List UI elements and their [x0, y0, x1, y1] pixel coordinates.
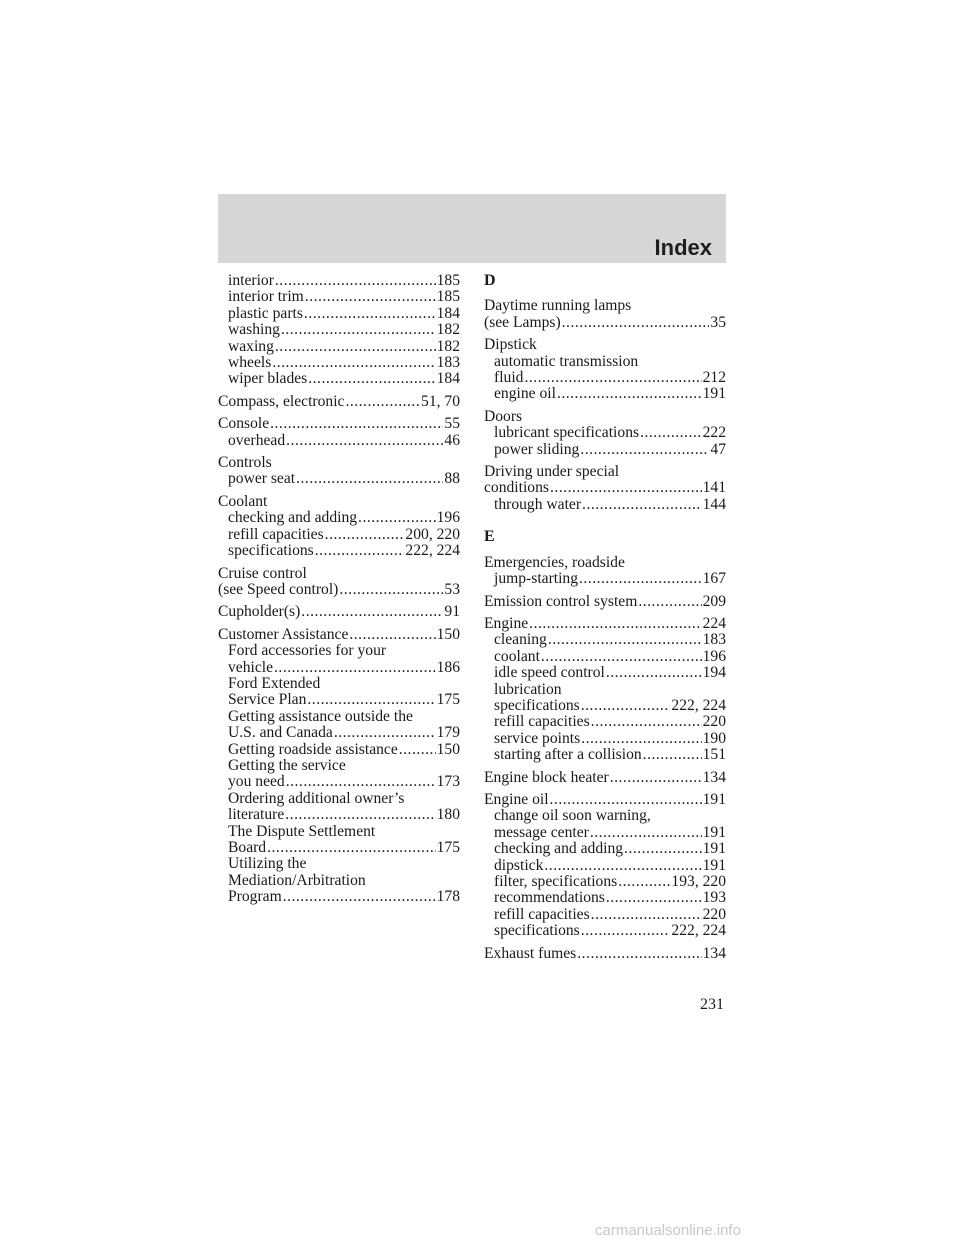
index-entry-page: 222, 224: [671, 922, 726, 940]
index-entry: [218, 455, 460, 471]
dot-leader: [315, 543, 405, 559]
index-entry: [218, 306, 460, 322]
dot-leader: [339, 582, 443, 598]
index-entry-page: 196: [702, 647, 726, 665]
index-entry-page: 51, 70: [421, 392, 460, 410]
dot-leader: [541, 649, 702, 665]
index-entry-page: 222, 224: [671, 696, 726, 714]
index-entry-term: literature: [228, 806, 285, 824]
dot-leader: [591, 714, 702, 730]
dot-leader: [286, 774, 436, 790]
index-entry: [218, 840, 460, 856]
index-entry-page: 180: [436, 806, 460, 824]
index-entry-page: 175: [436, 839, 460, 856]
index-entry-term: U.S. and Canada: [228, 724, 333, 742]
dot-leader: [267, 840, 436, 856]
dot-leader: [606, 890, 702, 906]
index-entry-term: recommendations: [494, 889, 605, 907]
dot-leader: [643, 747, 702, 763]
dot-leader: [305, 289, 436, 305]
dot-leader: [283, 889, 436, 905]
index-entry: [218, 758, 460, 774]
index-entry: [484, 442, 726, 458]
index-entry: [218, 433, 460, 449]
index-entry-page: 224: [702, 614, 726, 632]
index-entry: [484, 594, 726, 610]
index-entry-term: idle speed control: [494, 664, 605, 682]
index-entry-term: (see Lamps): [484, 313, 561, 331]
index-entry-page: 222: [702, 424, 726, 442]
watermark: carmanualsonline.info: [595, 1222, 741, 1239]
index-entry: [218, 289, 460, 305]
index-column-right: [484, 273, 726, 962]
index-entry-page: 182: [436, 321, 460, 339]
index-entry-term: specifications: [494, 696, 580, 714]
index-entry: [484, 632, 726, 648]
index-entry: [484, 714, 726, 730]
dot-leader: [334, 725, 436, 741]
index-entry-term: Dipstick: [484, 336, 537, 354]
index-entry: [218, 774, 460, 790]
dot-leader: [307, 692, 435, 708]
index-entry-term: starting after a collision: [494, 746, 642, 764]
dot-leader: [345, 394, 420, 410]
index-entry-term: through water: [494, 495, 582, 513]
dot-leader: [548, 632, 702, 648]
dot-leader: [325, 527, 405, 543]
index-entry-term: wheels: [228, 354, 272, 372]
index-entry-page: 151: [702, 746, 726, 764]
index-entry: [218, 543, 460, 559]
index-entry: [484, 890, 726, 906]
index-entry-term: automatic transmission: [494, 352, 639, 370]
index-entry-page: 184: [436, 370, 460, 388]
index-entry: [218, 494, 460, 510]
index-entry-term: refill capacities: [494, 905, 590, 923]
index-entry: [484, 665, 726, 681]
index-entry: [484, 792, 726, 808]
dot-leader: [577, 946, 701, 962]
dot-leader: [301, 604, 443, 620]
dot-leader: [550, 792, 702, 808]
dot-leader: [579, 571, 702, 587]
index-entry-term: filter, specifications: [494, 873, 618, 890]
index-letter-heading: E: [484, 528, 495, 546]
section-header-band: [218, 194, 726, 263]
index-entry-page: 141: [702, 479, 726, 497]
index-entry-page: 220: [702, 713, 726, 731]
index-entry-page: 183: [702, 631, 726, 649]
index-entry: [218, 627, 460, 643]
dot-leader: [274, 660, 436, 676]
index-entry: [484, 841, 726, 857]
index-entry-term: Getting assistance outside the: [228, 707, 413, 725]
index-entry-page: 191: [702, 840, 726, 858]
index-entry-term: wiper blades: [228, 370, 308, 388]
index-entry: [484, 425, 726, 441]
index-entry-term: Service Plan: [228, 691, 307, 709]
section-title: Index: [654, 235, 712, 260]
index-entry-term: Board: [228, 839, 267, 856]
index-entry-term: specifications: [228, 542, 314, 560]
index-entry-page: 183: [436, 354, 460, 372]
index-entry: [218, 510, 460, 526]
index-entry: [484, 858, 726, 874]
index-entry-page: 190: [702, 729, 726, 747]
index-entry: [484, 555, 726, 571]
dot-leader: [580, 442, 709, 458]
index-entry-term: interior: [228, 272, 274, 289]
dot-leader: [272, 355, 435, 371]
dot-leader: [638, 594, 701, 610]
index-entry-term: Emergencies, roadside: [484, 553, 625, 571]
index-entry-term: refill capacities: [228, 525, 324, 543]
index-entry: [218, 709, 460, 725]
index-entry-term: Cruise control: [218, 564, 307, 582]
dot-leader: [550, 480, 702, 496]
index-entry: [218, 692, 460, 708]
dot-leader: [590, 825, 702, 841]
index-entry-term: Coolant: [218, 492, 268, 510]
index-entry: [484, 825, 726, 841]
index-entry-term: lubricant specifications: [494, 424, 640, 442]
index-entry: [218, 791, 460, 807]
index-entry-page: 175: [436, 691, 460, 709]
index-entry-term: vehicle: [228, 658, 274, 676]
dot-leader: [606, 665, 702, 681]
index-entry-page: 196: [436, 509, 460, 527]
page-number: 231: [700, 996, 724, 1013]
index-entry-term: plastic parts: [228, 304, 303, 322]
index-entry: [484, 480, 726, 496]
index-entry-term: Controls: [218, 454, 272, 472]
index-entry: [484, 315, 726, 331]
index-entry-term: Program: [228, 888, 282, 906]
dot-leader: [358, 510, 436, 526]
index-entry: [484, 298, 726, 314]
index-entry: [218, 471, 460, 487]
index-entry-term: Engine block heater: [484, 768, 609, 786]
index-entry: [484, 770, 726, 786]
index-entry-term: Driving under special: [484, 463, 620, 481]
index-entry: [484, 698, 726, 714]
dot-leader: [581, 731, 701, 747]
index-entry-term: service points: [494, 729, 581, 747]
index-entry-page: 134: [702, 944, 726, 962]
index-entry: [484, 808, 726, 824]
index-entry-page: 220: [702, 905, 726, 923]
index-entry-term: Mediation/Arbitration: [228, 871, 366, 889]
dot-leader: [581, 923, 671, 939]
dot-leader: [281, 322, 436, 338]
index-entry-page: 185: [436, 272, 460, 289]
index-entry-page: 167: [702, 570, 726, 588]
index-entry: [484, 649, 726, 665]
index-entry-page: 186: [436, 658, 460, 676]
dot-leader: [581, 698, 671, 714]
index-entry: [218, 339, 460, 355]
index-entry: [218, 856, 460, 872]
index-entry-term: Ford accessories for your: [228, 642, 387, 660]
index-entry-term: Utilizing the: [228, 855, 307, 873]
index-entry-term: checking and adding: [494, 840, 624, 858]
index-entry: [218, 742, 460, 758]
dot-leader: [562, 315, 710, 331]
index-entry: [218, 889, 460, 905]
index-entry-page: 173: [436, 773, 460, 791]
index-entry: [218, 660, 460, 676]
index-entry-term: Console: [218, 415, 270, 433]
index-entry: [218, 527, 460, 543]
dot-leader: [286, 433, 443, 449]
index-entry-page: 53: [444, 580, 460, 598]
index-entry-term: coolant: [494, 647, 540, 665]
index-entry-term: power seat: [228, 470, 296, 488]
index-entry-page: 182: [436, 337, 460, 355]
index-entry-term: Engine: [484, 614, 529, 632]
index-entry: [484, 571, 726, 587]
index-entry: [218, 566, 460, 582]
dot-leader: [349, 627, 435, 643]
index-entry-page: 193, 220: [671, 873, 726, 890]
index-entry-term: interior trim: [228, 288, 304, 306]
dot-leader: [591, 907, 702, 923]
index-entry: [218, 643, 460, 659]
index-entry-term: checking and adding: [228, 509, 358, 527]
index-entry-term: lubrication: [494, 680, 562, 698]
index-entry-page: 212: [702, 369, 726, 387]
index-entry: [484, 616, 726, 632]
index-entry-page: 191: [702, 790, 726, 808]
index-entry-page: 35: [710, 313, 726, 331]
index-entry-term: engine oil: [494, 385, 556, 403]
index-entry-term: Getting roadside assistance: [228, 740, 398, 758]
index-entry: [484, 497, 726, 513]
index-entry-term: you need: [228, 773, 285, 791]
index-entry-term: The Dispute Settlement: [228, 822, 376, 840]
index-entry: [218, 824, 460, 840]
index-entry-page: 150: [436, 740, 460, 758]
index-entry-term: refill capacities: [494, 713, 590, 731]
dot-leader: [296, 471, 443, 487]
dot-leader: [582, 497, 702, 513]
index-entry-term: (see Speed control): [218, 580, 339, 598]
index-entry-term: dipstick: [494, 856, 544, 874]
index-entry: [218, 273, 460, 289]
index-entry: [484, 907, 726, 923]
index-entry: [484, 747, 726, 763]
index-entry-page: 55: [444, 415, 460, 433]
index-entry-page: 178: [436, 888, 460, 906]
dot-leader: [270, 416, 443, 432]
dot-leader: [544, 858, 701, 874]
index-entry-term: Ordering additional owner’s: [228, 789, 405, 807]
index-entry-term: Customer Assistance: [218, 625, 349, 643]
index-entry: [484, 682, 726, 698]
index-entry: [484, 731, 726, 747]
index-entry-page: 194: [702, 664, 726, 682]
index-entry: [484, 370, 726, 386]
index-entry: [484, 354, 726, 370]
dot-leader: [275, 339, 436, 355]
index-entry: [218, 873, 460, 889]
index-entry: [218, 322, 460, 338]
index-entry: [218, 807, 460, 823]
index-entry-term: change oil soon warning,: [494, 807, 651, 825]
index-entry: [484, 946, 726, 962]
index-entry-term: power sliding: [494, 440, 580, 458]
index-entry-page: 46: [444, 431, 460, 449]
index-entry: [218, 371, 460, 387]
index-entry: [218, 725, 460, 741]
index-entry: [218, 355, 460, 371]
index-entry-term: Engine oil: [484, 790, 549, 808]
index-entry-term: waxing: [228, 337, 274, 355]
index-entry: [218, 416, 460, 432]
index-letter-heading: D: [484, 272, 496, 289]
index-entry-term: Daytime running lamps: [484, 297, 632, 315]
index-entry: [484, 874, 726, 890]
index-entry: [484, 386, 726, 402]
dot-leader: [524, 370, 701, 386]
index-entry-page: 222, 224: [405, 542, 460, 560]
index-entry-page: 179: [436, 724, 460, 742]
index-entry-term: washing: [228, 321, 280, 339]
index-entry-page: 184: [436, 304, 460, 322]
dot-leader: [557, 386, 702, 402]
index-entry-term: jump-starting: [494, 570, 579, 588]
index-entry-page: 200, 220: [405, 525, 460, 543]
index-entry: [218, 394, 460, 410]
dot-leader: [624, 841, 702, 857]
index-entry-term: Ford Extended: [228, 674, 321, 692]
index-entry: [218, 582, 460, 598]
index-entry-term: overhead: [228, 431, 286, 449]
index-entry-term: fluid: [494, 369, 524, 387]
index-entry-page: 193: [702, 889, 726, 907]
dot-leader: [275, 273, 436, 289]
index-entry-term: conditions: [484, 479, 549, 497]
index-entry-page: 209: [702, 592, 726, 610]
index-entry: [484, 464, 726, 480]
index-entry-term: Emission control system: [484, 592, 638, 610]
index-entry: [484, 337, 726, 353]
index-entry-page: 191: [702, 856, 726, 874]
index-entry-term: Getting the service: [228, 756, 346, 774]
index-entry-page: 144: [702, 495, 726, 513]
index-entry-term: Exhaust fumes: [484, 944, 577, 962]
index-entry-page: 88: [444, 470, 460, 488]
index-entry-page: 191: [702, 823, 726, 841]
dot-leader: [610, 770, 702, 786]
index-column-left: [218, 273, 460, 906]
index-entry-page: 191: [702, 385, 726, 403]
dot-leader: [399, 742, 436, 758]
dot-leader: [308, 371, 435, 387]
index-entry-page: 185: [436, 288, 460, 306]
index-entry: [218, 676, 460, 692]
dot-leader: [304, 306, 436, 322]
dot-leader: [618, 874, 670, 890]
dot-leader: [529, 616, 701, 632]
dot-leader: [640, 425, 702, 441]
dot-leader: [285, 807, 435, 823]
index-entry-term: cleaning: [494, 631, 547, 649]
index-entry-term: Doors: [484, 407, 523, 425]
index-entry-term: Compass, electronic: [218, 392, 345, 410]
index-entry-term: Cupholder(s): [218, 603, 301, 621]
index-entry-term: specifications: [494, 922, 580, 940]
index-entry-page: 134: [702, 768, 726, 786]
index-entry-page: 47: [710, 440, 726, 458]
index-entry-term: message center: [494, 823, 589, 841]
index-entry: [484, 923, 726, 939]
index-entry-page: 150: [436, 625, 460, 643]
index-entry: [218, 604, 460, 620]
index-entry: [484, 409, 726, 425]
index-entry-page: 91: [444, 603, 460, 621]
